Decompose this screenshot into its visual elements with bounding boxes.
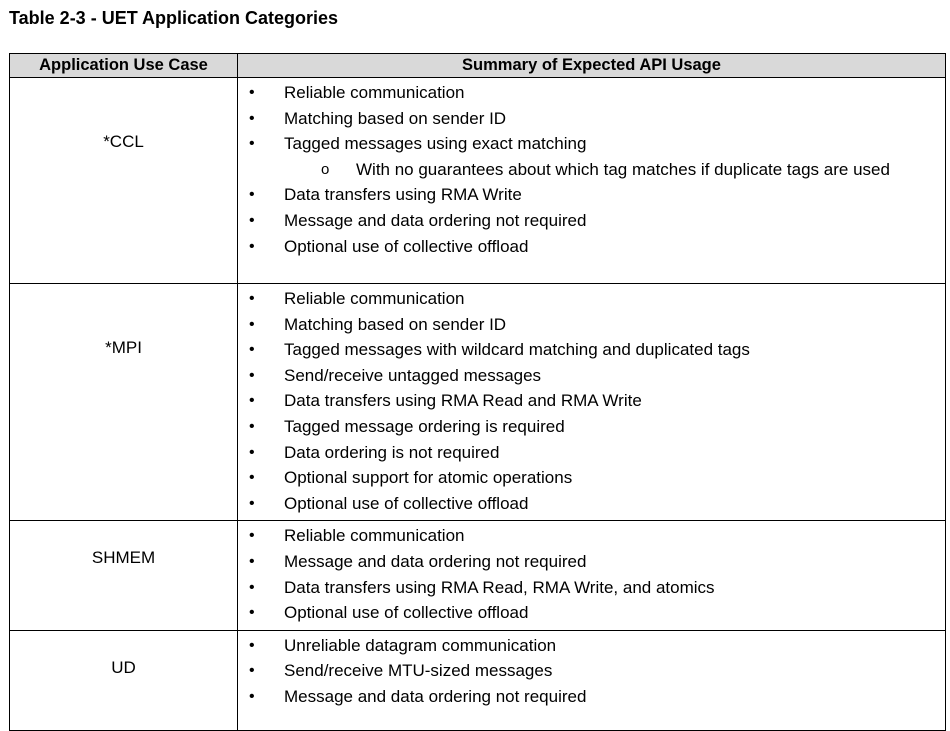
- table-caption: Table 2-3 - UET Application Categories: [9, 8, 339, 28]
- summary-list: [238, 523, 945, 625]
- bullet-icon: •: [249, 392, 255, 410]
- list-item: • Matching based on sender ID: [238, 106, 945, 132]
- bullet-icon: •: [249, 84, 255, 101]
- bullet-icon: •: [249, 237, 255, 255]
- use-case-cell: UD: [10, 630, 238, 730]
- bullet-icon: •: [249, 290, 255, 307]
- list-item: • Reliable communication: [238, 286, 945, 312]
- use-case-cell: *CCL: [10, 78, 238, 284]
- bullet-icon: •: [249, 687, 255, 705]
- list-item: • Message and data ordering not required: [238, 684, 945, 710]
- list-item: • Data transfers using RMA Write: [238, 182, 945, 208]
- summary-cell: [238, 521, 946, 630]
- list-item: • Tagged messages using exact matching: [238, 131, 945, 157]
- summary-cell: [238, 630, 946, 730]
- summary-list: [238, 286, 945, 516]
- bullet-icon: •: [249, 527, 255, 545]
- bullet-icon: •: [249, 186, 255, 204]
- list-item: • Data transfers using RMA Read and RMA Write: [238, 388, 945, 414]
- header-summary-api-usage: Summary of Expected API Usage: [238, 54, 946, 78]
- list-item: • Matching based on sender ID: [238, 312, 945, 338]
- summary-cell: [238, 284, 946, 521]
- list-item: • Optional use of collective offload: [238, 234, 945, 260]
- list-item: • Data ordering is not required: [238, 440, 945, 466]
- bullet-icon: •: [249, 211, 255, 229]
- bullet-icon: •: [249, 341, 255, 359]
- list-item: • Unreliable datagram communication: [238, 633, 945, 659]
- list-item: • Send/receive untagged messages: [238, 363, 945, 389]
- header-application-use-case: Application Use Case: [10, 54, 238, 78]
- list-item: • Send/receive MTU-sized messages: [238, 658, 945, 684]
- summary-list: [238, 633, 945, 710]
- list-item: • Optional use of collective offload: [238, 600, 945, 626]
- list-item: • Optional support for atomic operations: [238, 465, 945, 491]
- bullet-icon: •: [249, 443, 255, 461]
- list-item: • Message and data ordering not required: [238, 208, 945, 234]
- bullet-icon: •: [249, 604, 255, 622]
- bullet-icon: •: [249, 135, 255, 153]
- bullet-icon: •: [249, 315, 255, 333]
- circle-bullet-icon: o: [321, 160, 330, 178]
- bullet-icon: •: [249, 494, 255, 512]
- list-item: • Optional use of collective offload: [238, 491, 945, 517]
- application-categories-table: [9, 53, 946, 731]
- list-item: • Tagged messages with wildcard matching and duplicated tags: [238, 337, 945, 363]
- table-row-ccl: [10, 78, 946, 284]
- bullet-icon: •: [249, 552, 255, 570]
- bullet-icon: •: [249, 578, 255, 596]
- bullet-icon: •: [249, 469, 255, 487]
- bullet-icon: •: [249, 366, 255, 384]
- sub-list-item: o With no guarantees about which tag matches if duplicate tags are used: [238, 157, 945, 183]
- bullet-icon: •: [249, 417, 255, 435]
- summary-list: [238, 80, 945, 259]
- bullet-icon: •: [249, 109, 255, 127]
- summary-cell: [238, 78, 946, 284]
- list-item: • Reliable communication: [238, 523, 945, 549]
- bullet-icon: •: [249, 662, 255, 680]
- use-case-cell: SHMEM: [10, 521, 238, 630]
- list-item: • Data transfers using RMA Read, RMA Write, and atomics: [238, 575, 945, 601]
- list-item: • Tagged message ordering is required: [238, 414, 945, 440]
- list-item: • Reliable communication: [238, 80, 945, 106]
- bullet-icon: •: [249, 636, 255, 654]
- table-row-shmem: [10, 521, 946, 630]
- table-row-mpi: [10, 284, 946, 521]
- list-item: • Message and data ordering not required: [238, 549, 945, 575]
- table-row-ud: [10, 630, 946, 730]
- use-case-cell: *MPI: [10, 284, 238, 521]
- table-header-row: [10, 54, 946, 78]
